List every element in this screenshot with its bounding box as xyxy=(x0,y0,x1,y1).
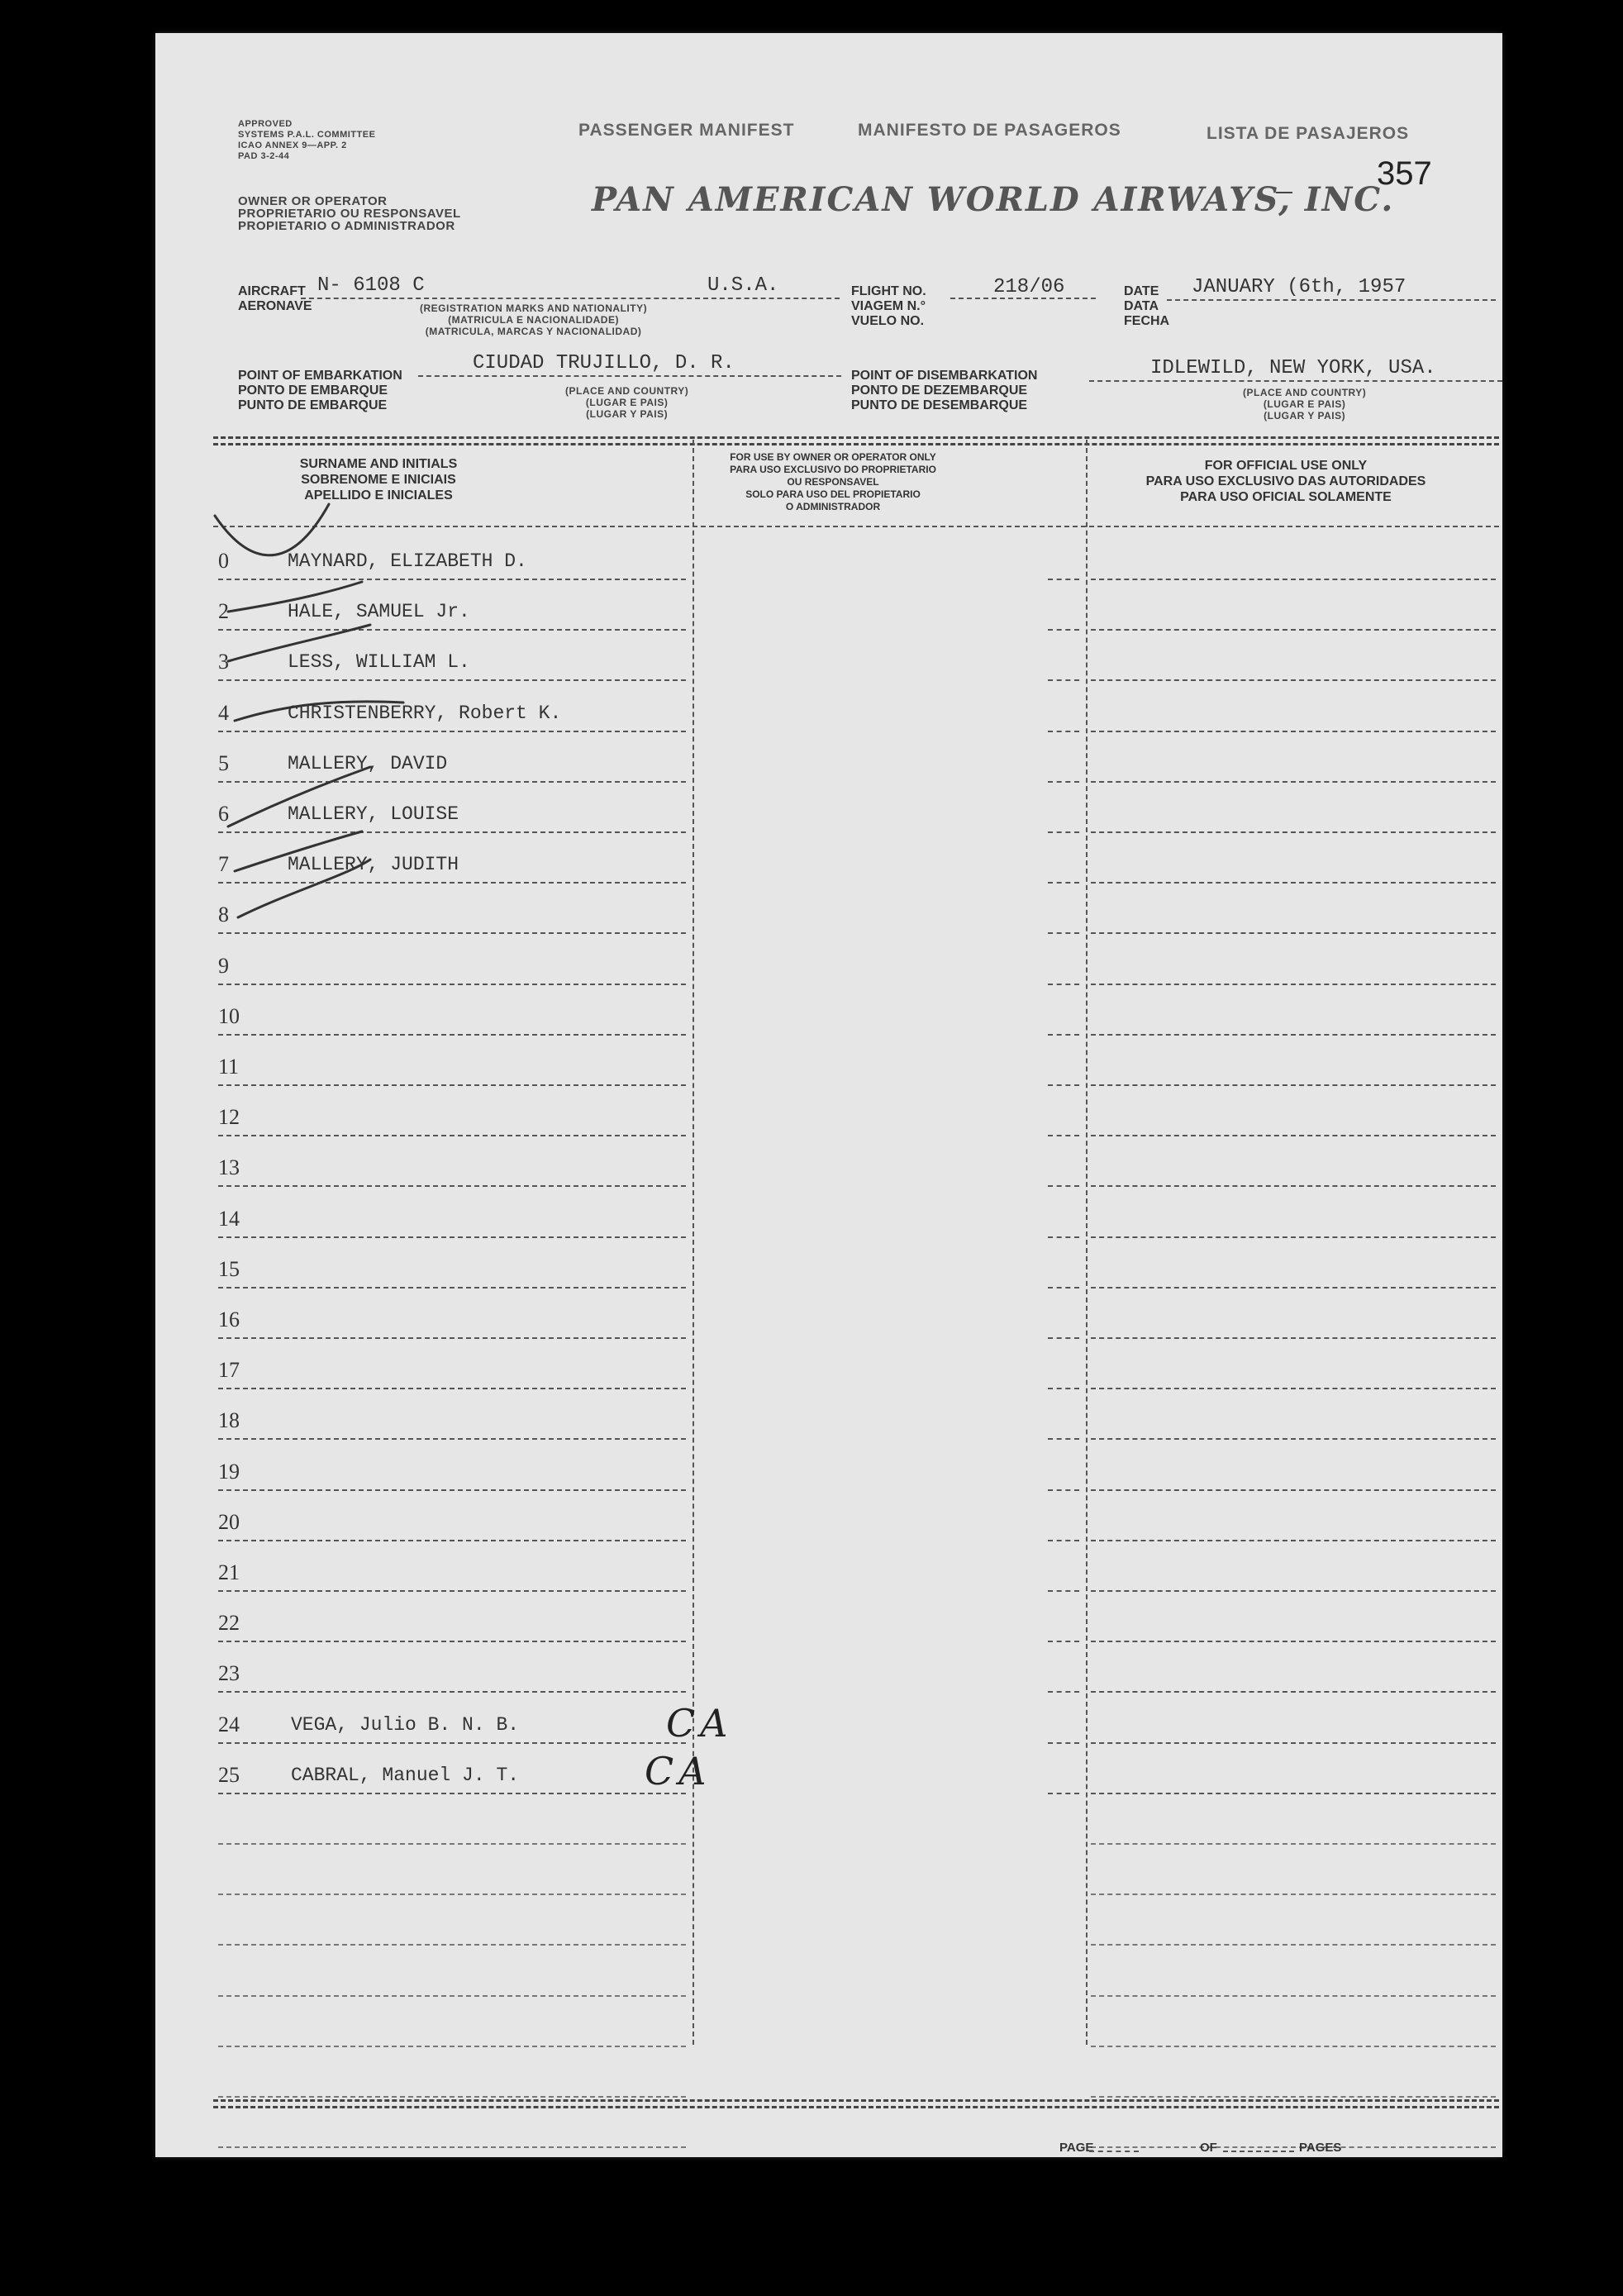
row-number: 23 xyxy=(218,1661,240,1686)
passenger-name: LESS, WILLIAM L. xyxy=(288,651,470,674)
footer-of-line xyxy=(1223,2151,1294,2152)
check-mark-row-4 xyxy=(235,702,403,721)
row-number: 25 xyxy=(218,1762,240,1787)
row-number: 2 xyxy=(218,599,229,624)
footer-of-label: OF xyxy=(1200,2141,1217,2155)
row-number: 4 xyxy=(218,700,229,725)
owner-label: OWNER OR OPERATOR PROPRIETARIO OU RESPONSAVEL PROPIETARIO O ADMINISTRADOR xyxy=(238,194,461,233)
row-number: 19 xyxy=(218,1459,240,1484)
check-mark-row-3 xyxy=(228,625,370,661)
row-number: 7 xyxy=(218,852,229,877)
passenger-name: MAYNARD, ELIZABETH D. xyxy=(288,550,527,572)
row-number: 3 xyxy=(218,650,229,674)
check-mark-row-2 xyxy=(228,582,362,612)
check-mark-row-8 xyxy=(238,860,370,917)
owner-use-column-header: FOR USE BY OWNER OR OPERATOR ONLY PARA USO EXCLUSIVO DO PROPRIETARIO OU RESPONSAVEL SOLO PARA USO DEL PROPIETARIO O ADMINISTRADOR xyxy=(730,451,936,512)
embarkation-place: CIUDAD TRUJILLO, D. R. xyxy=(473,352,735,374)
header-title-es: LISTA DE PASAJEROS xyxy=(1207,124,1410,143)
row-number: 20 xyxy=(218,1509,240,1534)
annotation-ca-row-25: CA xyxy=(645,1749,712,1793)
check-mark-row-1 xyxy=(215,504,329,555)
row-number: 10 xyxy=(218,1003,240,1028)
passenger-name: MALLERY, JUDITH xyxy=(288,854,459,876)
row-number: 24 xyxy=(218,1712,240,1736)
flight-number: 218/06 xyxy=(993,276,1065,298)
handwritten-checkmarks xyxy=(155,33,1502,2157)
row-number: 8 xyxy=(218,903,229,927)
row-number: 16 xyxy=(218,1308,240,1331)
passenger-name: VEGA, Julio B. N. B. xyxy=(291,1713,520,1736)
row-number: 21 xyxy=(218,1560,240,1584)
passenger-name: CHRISTENBERRY, Robert K. xyxy=(288,702,562,724)
page-number: 357 xyxy=(1377,155,1432,192)
passenger-name: CABRAL, Manuel J. T. xyxy=(291,1764,520,1786)
row-number: 14 xyxy=(218,1206,240,1231)
aircraft-registration: N- 6108 C xyxy=(317,274,425,297)
embarkation-label: POINT OF EMBARKATION PONTO DE EMBARQUE PUNTO DE EMBARQUE xyxy=(238,369,402,412)
embarkation-caption: (PLACE AND COUNTRY) (LUGAR E PAIS) (LUGAR Y PAIS) xyxy=(565,385,689,420)
disembarkation-place: IDLEWILD, NEW YORK, USA. xyxy=(1150,357,1436,379)
flight-label: FLIGHT NO. VIAGEM N.° VUELO NO. xyxy=(851,284,926,328)
row-number: 15 xyxy=(218,1256,240,1281)
passenger-name: HALE, SAMUEL Jr. xyxy=(288,601,470,623)
row-number: 13 xyxy=(218,1155,240,1180)
row-number: 11 xyxy=(218,1055,240,1079)
row-number: 0 xyxy=(218,549,229,573)
row-number: 9 xyxy=(218,953,229,978)
footer-pages-label: PAGES xyxy=(1299,2141,1342,2155)
passenger-name: MALLERY, LOUISE xyxy=(288,803,459,825)
aircraft-caption: (REGISTRATION MARKS AND NATIONALITY) (MATRICULA E NACIONALIDADE) (MATRICULA, MARCAS Y NACIONALIDAD) xyxy=(420,302,648,337)
aircraft-nationality: U.S.A. xyxy=(707,274,779,297)
aircraft-label: AIRCRAFT AERONAVE xyxy=(238,284,312,313)
check-mark-row-7 xyxy=(235,831,362,871)
row-number: 12 xyxy=(218,1105,240,1130)
names-column-header: SURNAME AND INITIALS SOBRENOME E INICIAIS APELLIDO E INICIALES xyxy=(299,457,458,503)
row-number: 5 xyxy=(218,750,229,775)
row-number: 17 xyxy=(218,1358,240,1383)
flight-date: JANUARY (6th, 1957 xyxy=(1192,276,1406,298)
disembarkation-label: POINT OF DISEMBARKATION PONTO DE DEZEMBARQUE PUNTO DE DESEMBARQUE xyxy=(851,369,1038,412)
passenger-name: MALLERY, DAVID xyxy=(288,752,448,774)
manifest-sheet xyxy=(155,33,1502,2157)
check-mark-row-6 xyxy=(228,767,370,826)
row-number: 22 xyxy=(218,1611,240,1636)
annotation-ca-row-24: CA xyxy=(666,1701,733,1746)
footer-page-line xyxy=(1089,2151,1139,2152)
airline-name: PAN AMERICAN WORLD AIRWAYS, INC. xyxy=(592,180,1395,219)
row-number: 6 xyxy=(218,802,229,826)
table-bottom-rule xyxy=(213,2099,1499,2108)
header-title-en: PASSENGER MANIFEST xyxy=(578,121,795,140)
approval-block: APPROVED SYSTEMS P.A.L. COMMITTEE ICAO ANNEX 9—APP. 2 PAD 3-2-44 xyxy=(238,119,376,161)
header-title-pt: MANIFESTO DE PASAGEROS xyxy=(858,121,1121,140)
disembarkation-caption: (PLACE AND COUNTRY) (LUGAR E PAIS) (LUGAR Y PAIS) xyxy=(1243,387,1367,422)
footer-page-label: PAGE xyxy=(1059,2141,1094,2155)
official-use-column-header: FOR OFFICIAL USE ONLY PARA USO EXCLUSIVO DAS AUTORIDADES PARA USO OFICIAL SOLAMENTE xyxy=(1145,459,1426,504)
row-number: 18 xyxy=(218,1408,240,1433)
date-label: DATE DATA FECHA xyxy=(1124,284,1170,328)
